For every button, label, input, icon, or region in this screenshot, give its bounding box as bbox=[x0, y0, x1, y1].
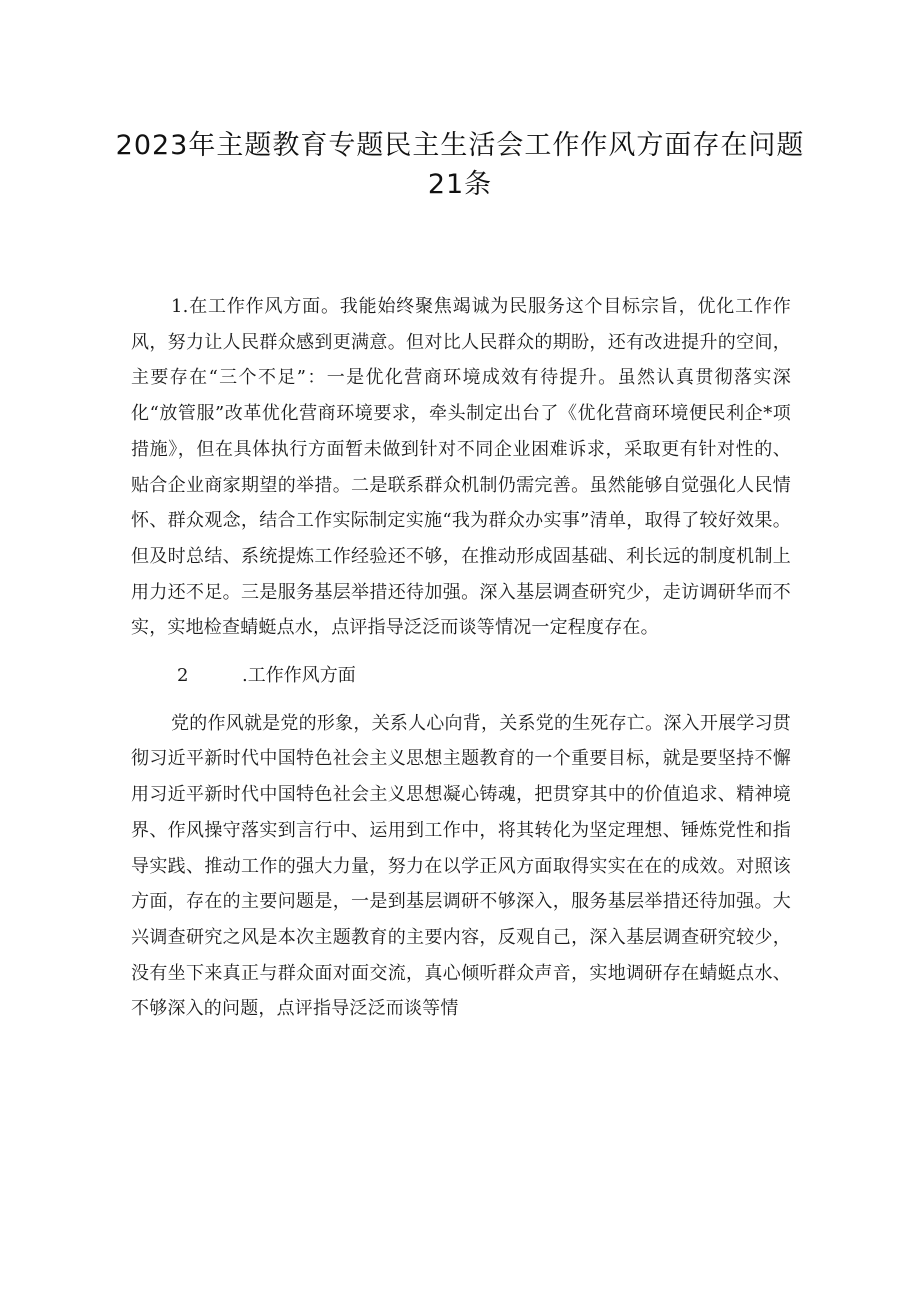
section-number: 2 bbox=[177, 665, 189, 687]
document-title-line2: 21条 bbox=[427, 169, 493, 200]
document-body bbox=[131, 289, 791, 1027]
section-heading-text: .工作作风方面 bbox=[242, 665, 356, 687]
paragraph-2: 党的作风就是党的形象，关系人心向背，关系党的生死存亡。深入开展学习贯彻习近平新时代中国特色社会主义思想主题教育的一个重要目标，就是要坚持不懈用习近平新时代中国特色社会主义思想凝心铸魂，把贯穿其中的价值追求、精神境界、作风操守落实到言行中、运用到工作中，将其转化为坚定理想、锤炼党性和指导实践、推动工作的强大力量，努力在以学正风方面取得实实在在的成效。对照该方面，存在的主要问题是，一是到基层调研不够深入，服务基层举措还待加强。大兴调查研究之风是本次主题教育的主要内容，反观自己，深入基层调查研究较少，没有坐下来真正与群众面对面交流，真心倾听群众声音，实地调研存在蜻蜓点水、不够深入的问题，点评指导泛泛而谈等情 bbox=[131, 712, 791, 1020]
document-title-line1: 2023年主题教育专题民主生活会工作作风方面存在问题 bbox=[115, 130, 805, 161]
paragraph-1: 1.在工作作风方面。我能始终聚焦竭诚为民服务这个目标宗旨，优化工作作风，努力让人民群众感到更满意。但对比人民群众的期盼，还有改进提升的空间，主要存在“三个不足”：一是优化营商环境成效有待提升。虽然认真贯彻落实深化“放管服”改革优化营商环境要求，牵头制定出台了《优化营商环境便民利企*项措施》，但在具体执行方面暂未做到针对不同企业困难诉求，采取更有针对性的、贴合企业商家期望的举措。二是联系群众机制仍需完善。虽然能够自觉强化人民情怀、群众观念，结合工作实际制定实施“我为群众办实事”清单，取得了较好效果。但及时总结、系统提炼工作经验还不够，在推动形成固基础、利长远的制度机制上用力还不足。三是服务基层举措还待加强。深入基层调查研究少，走访调研华而不实，实地检查蜻蜓点水，点评指导泛泛而谈等情况一定程度存在。 bbox=[131, 296, 791, 639]
section-heading-2 bbox=[131, 658, 791, 694]
